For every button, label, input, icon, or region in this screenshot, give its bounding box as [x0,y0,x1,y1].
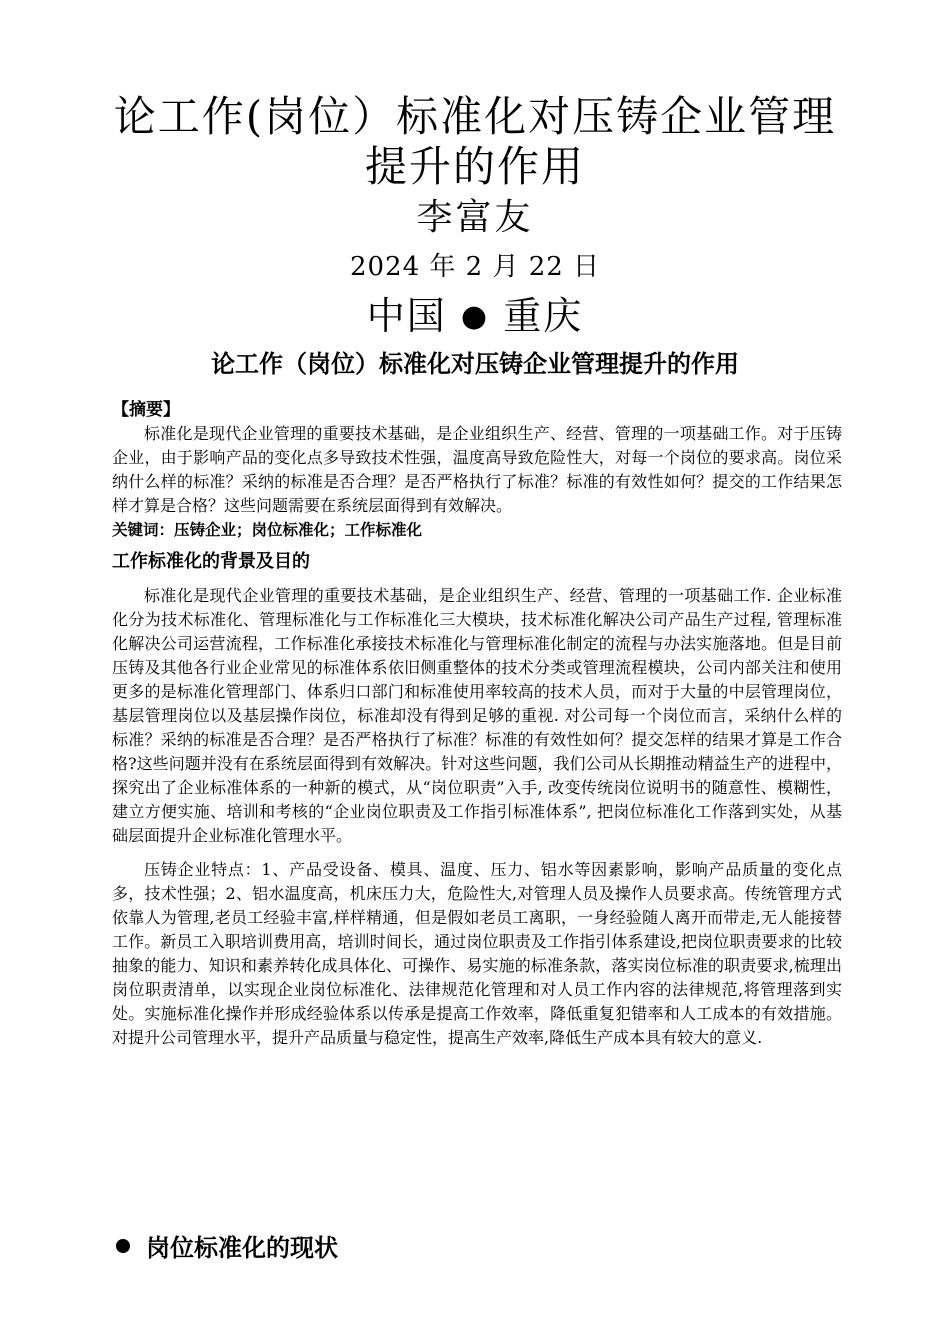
paragraph-gap [112,848,842,858]
section-paragraph: 压铸企业特点：1、产品受设备、模具、温度、压力、铝水等因素影响，影响产品质量的变化点多，技术性强；2、铝水温度高，机床压力大，危险性大,对管理人员及操作人员要求高。传统管理方式依靠人为管理,老员工经验丰富,样样精通，但是假如老员工离职，一身经验随人离开而带走,无人能接替工作。新员工入职培训费用高，培训时间长，通过岗位职责及工作指引体系建设,把岗位职责要求的比较抽象的能力、知识和素养转化成具体化、可操作、易实施的标准条款，落实岗位标准的职责要求,梳理出岗位职责清单，以实现企业岗位标准化、法律规范化管理和对人员工作内容的法律规范,将管理落到实处。实施标准化操作并形成经验体系以传承是提高工作效率，降低重复犯错率和人工成本的有效措施。对提升公司管理水平，提升产品质量与稳定性，提高生产效率,降低生产成本具有较大的意义. [112,860,842,1047]
abstract-text: 标准化是现代企业管理的重要技术基础，是企业组织生产、经营、管理的一项基础工作。对于压铸企业，由于影响产品的变化点多导致技术性强，温度高导致危险性大，对每一个岗位的要求高。岗位采纳什么样的标准？采纳的标准是否合理？是否严格执行了标准？标准的有效性如何？提交的工作结果怎样才算是合格？这些问题需要在系统层面得到有效解决。 [112,424,842,515]
cover-date: 2024 年 2 月 22 日 [349,252,601,282]
place-city: 重庆 [503,294,584,338]
bullet-icon [116,1239,130,1253]
place-separator-dot: ● [460,299,490,334]
section-heading-status [116,1228,338,1268]
section-heading-status-text: 岗位标准化的现状 [146,1234,338,1262]
place-country: 中国 [366,294,447,338]
cover-title: 论工作(岗位）标准化对压铸企业管理提升的作用 [113,92,837,191]
section-heading-background: 工作标准化的背景及目的 [112,551,310,572]
abstract-label: 【摘要】 [112,400,180,420]
cover-author: 李富友 [416,197,534,238]
cover-place [95,292,855,341]
main-title: 论工作（岗位）标准化对压铸企业管理提升的作用 [211,350,739,378]
body-content [112,398,842,1050]
section-paragraph: 标准化是现代企业管理的重要技术基础，是企业组织生产、经营、管理的一项基础工作. 企业标准化分为技术标准化、管理标准化与工作标准化三大模块，技术标准化解决公司产品生产过程, 管理标准化解决公司运营流程，工作标准化承接技术标准化与管理标准化制定的流程与办法实施落地。但是目前压铸及其他各行业企业常见的标准体系依旧侧重整体的技术分类或管理流程模块，公司内部关注和使用更多的是标准化管理部门、体系归口部门和标准使用率较高的技术人员，而对于大量的中层管理岗位，基层管理岗位以及基层操作岗位，标准却没有得到足够的重视. 对公司每一个岗位而言，采纳什么样的标准？采纳的标准是否合理？是否严格执行了标准？标准的有效性如何？提交怎样的结果才算是工作合格?这些问题并没有在系统层面得到有效解决。针对这些问题，我们公司从长期推动精益生产的进程中，探究出了企业标准体系的一种新的模式，从“岗位职责”入手, 改变传统岗位说明书的随意性、模糊性，建立方便实施、培训和考核的“企业岗位职责及工作指引标准体系”, 把岗位标准化工作落到实处，从基础层面提升企业标准化管理水平。 [112,586,842,845]
keywords: 关键词：压铸企业；岗位标准化；工作标准化 [112,521,423,539]
